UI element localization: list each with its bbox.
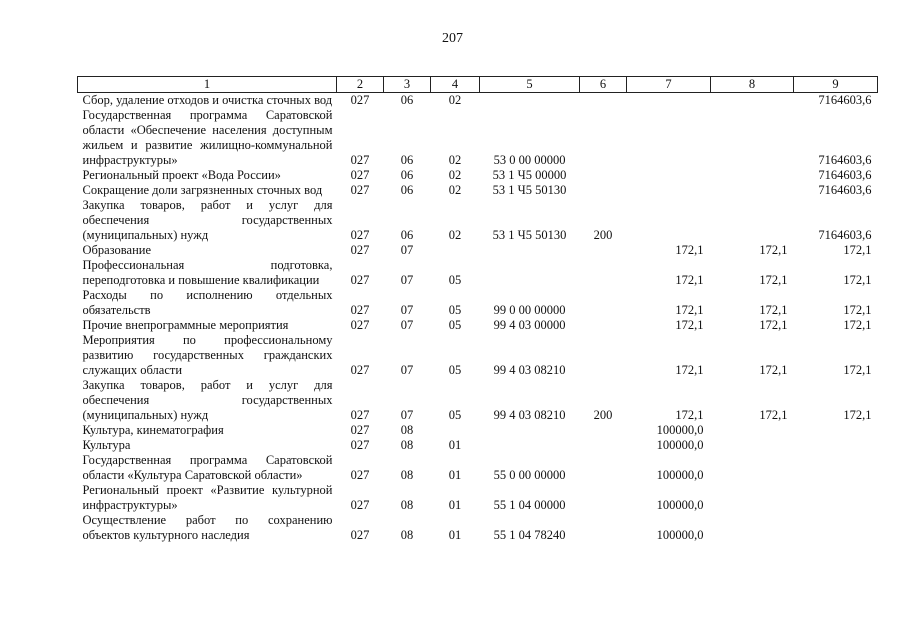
cell-c9: 7164603,6: [818, 93, 872, 107]
cell-c9: 7164603,6: [818, 153, 872, 167]
cell-c5: 53 1 Ч5 50130: [492, 228, 567, 242]
cell-c3: 07: [400, 243, 414, 257]
cell-c7: 100000,0: [656, 528, 704, 542]
row-description: Государственная программа Саратовской области «Культура Саратовской области»: [82, 453, 333, 482]
cell-c7: 172,1: [675, 363, 704, 377]
cell-c9: 172,1: [843, 303, 872, 317]
cell-c3: 08: [400, 438, 414, 452]
budget-table: [77, 76, 878, 543]
cell-c2: 027: [350, 153, 370, 167]
column-header: 7: [627, 77, 711, 93]
cell-c5: 99 4 03 08210: [493, 408, 566, 422]
cell-c7: 100000,0: [656, 498, 704, 512]
cell-c9: [794, 453, 878, 483]
table-row: [78, 258, 878, 288]
cell-c6: [580, 108, 627, 168]
cell-c6: [580, 243, 627, 258]
cell-c8: [711, 453, 794, 483]
cell-c9: 172,1: [843, 243, 872, 257]
cell-c3: 06: [400, 228, 414, 242]
cell-c4: 02: [448, 228, 462, 242]
cell-c3: 08: [400, 468, 414, 482]
cell-c2: 027: [350, 408, 370, 422]
cell-c7: 100000,0: [656, 438, 704, 452]
cell-c6: [580, 258, 627, 288]
column-header: 6: [580, 77, 627, 93]
cell-c9: 172,1: [843, 408, 872, 422]
cell-c6: [580, 453, 627, 483]
row-description: Закупка товаров, работ и услуг для обеспечения государственных (муниципальных) нужд: [82, 198, 333, 242]
cell-c9: 172,1: [843, 318, 872, 332]
cell-c8: 172,1: [759, 273, 788, 287]
cell-c2: 027: [350, 498, 370, 512]
cell-c3: 07: [400, 318, 414, 332]
cell-c6: [580, 318, 627, 333]
cell-c7: 172,1: [675, 243, 704, 257]
header-row: [78, 77, 878, 93]
column-header: 4: [431, 77, 480, 93]
cell-c4: 05: [448, 273, 462, 287]
row-description: Образование: [82, 243, 152, 257]
cell-c7: 100000,0: [656, 468, 704, 482]
table-row: [78, 108, 878, 168]
cell-c6: 200: [593, 408, 613, 422]
table-row: [78, 483, 878, 513]
cell-c2: 027: [350, 468, 370, 482]
cell-c7: [627, 93, 711, 109]
table-row: [78, 198, 878, 243]
table-row: [78, 168, 878, 183]
cell-c5: [480, 258, 580, 288]
cell-c5: 53 0 00 00000: [493, 153, 566, 167]
row-description: Сбор, удаление отходов и очистка сточных вод: [82, 93, 333, 107]
cell-c7: [627, 198, 711, 243]
cell-c5: 55 1 04 78240: [493, 528, 566, 542]
cell-c3: 08: [400, 528, 414, 542]
page-number: 207: [442, 31, 463, 46]
cell-c4: 05: [448, 318, 462, 332]
cell-c5: [480, 438, 580, 453]
cell-c5: 53 1 Ч5 50130: [492, 183, 567, 197]
cell-c2: 027: [350, 228, 370, 242]
table-row: [78, 318, 878, 333]
cell-c6: [580, 183, 627, 198]
cell-c9: 7164603,6: [818, 228, 872, 242]
table-row: [78, 333, 878, 378]
cell-c4: 02: [448, 183, 462, 197]
cell-c9: [794, 483, 878, 513]
column-header: 3: [384, 77, 431, 93]
row-description: Осуществление работ по сохранению объектов культурного наследия: [82, 513, 333, 542]
cell-c3: 08: [400, 423, 414, 437]
cell-c3: 06: [400, 153, 414, 167]
cell-c6: [580, 168, 627, 183]
table-row: [78, 243, 878, 258]
cell-c8: [711, 93, 794, 109]
column-header: 8: [711, 77, 794, 93]
cell-c5: 53 1 Ч5 00000: [492, 168, 567, 182]
cell-c5: 55 1 04 00000: [493, 498, 566, 512]
cell-c4: 01: [448, 438, 462, 452]
cell-c8: [711, 483, 794, 513]
cell-c2: 027: [350, 273, 370, 287]
row-description: Профессиональная подготовка, переподготовка и повышение квалификации: [82, 258, 333, 287]
column-header: 1: [78, 77, 337, 93]
cell-c3: 06: [400, 183, 414, 197]
column-header: 9: [794, 77, 878, 93]
cell-c2: 027: [350, 93, 370, 107]
row-description: Региональный проект «Вода России»: [82, 168, 281, 182]
cell-c4: 01: [448, 528, 462, 542]
cell-c2: 027: [350, 438, 370, 452]
table-row: [78, 513, 878, 543]
cell-c5: [480, 243, 580, 258]
cell-c7: [627, 183, 711, 198]
table-row: [78, 453, 878, 483]
cell-c8: [711, 108, 794, 168]
row-description: Расходы по исполнению отдельных обязательств: [82, 288, 333, 317]
cell-c7: 172,1: [675, 318, 704, 332]
cell-c8: [711, 438, 794, 453]
table-row: [78, 183, 878, 198]
row-description: Культура: [82, 438, 131, 452]
cell-c4: [431, 423, 480, 438]
row-description: Сокращение доли загрязненных сточных вод: [82, 183, 323, 197]
cell-c4: [431, 243, 480, 258]
cell-c4: 02: [448, 153, 462, 167]
cell-c7: 172,1: [675, 303, 704, 317]
cell-c8: 172,1: [759, 318, 788, 332]
cell-c3: 06: [400, 168, 414, 182]
table-row: [78, 93, 878, 109]
cell-c5: 99 4 03 08210: [493, 363, 566, 377]
cell-c2: 027: [350, 423, 370, 437]
cell-c3: 08: [400, 498, 414, 512]
cell-c4: 02: [448, 93, 462, 107]
cell-c4: 05: [448, 363, 462, 377]
column-header: 5: [480, 77, 580, 93]
cell-c2: 027: [350, 318, 370, 332]
cell-c8: [711, 423, 794, 438]
cell-c2: 027: [350, 363, 370, 377]
cell-c8: [711, 198, 794, 243]
cell-c7: 172,1: [675, 273, 704, 287]
cell-c3: 07: [400, 408, 414, 422]
cell-c8: [711, 168, 794, 183]
cell-c7: [627, 108, 711, 168]
cell-c7: 100000,0: [656, 423, 704, 437]
cell-c4: 05: [448, 408, 462, 422]
cell-c9: 7164603,6: [818, 168, 872, 182]
cell-c8: [711, 513, 794, 543]
cell-c9: 7164603,6: [818, 183, 872, 197]
cell-c6: [580, 93, 627, 109]
table-body: [78, 93, 878, 544]
row-description: Прочие внепрограммные мероприятия: [82, 318, 289, 332]
table-row: [78, 378, 878, 423]
cell-c8: 172,1: [759, 408, 788, 422]
table-row: [78, 288, 878, 318]
cell-c7: 172,1: [675, 408, 704, 422]
row-description: Государственная программа Саратовской области «Обеспечение населения доступным жильем и развитие жилищно-коммунальной инфраструктуры»: [82, 108, 333, 167]
row-description: Региональный проект «Развитие культурной инфраструктуры»: [82, 483, 333, 512]
cell-c7: [627, 168, 711, 183]
cell-c8: [711, 183, 794, 198]
cell-c9: [794, 423, 878, 438]
cell-c4: 05: [448, 303, 462, 317]
cell-c8: 172,1: [759, 243, 788, 257]
cell-c9: [794, 513, 878, 543]
cell-c3: 07: [400, 303, 414, 317]
cell-c9: 172,1: [843, 273, 872, 287]
cell-c6: [580, 483, 627, 513]
cell-c6: [580, 423, 627, 438]
row-description: Мероприятия по профессиональному развитию государственных гражданских служащих области: [82, 333, 333, 377]
table-row: [78, 438, 878, 453]
cell-c2: 027: [350, 303, 370, 317]
cell-c5: 99 0 00 00000: [493, 303, 566, 317]
cell-c4: 02: [448, 168, 462, 182]
cell-c6: [580, 513, 627, 543]
cell-c4: 01: [448, 468, 462, 482]
cell-c5: 99 4 03 00000: [493, 318, 566, 332]
row-description: Закупка товаров, работ и услуг для обеспечения государственных (муниципальных) нужд: [82, 378, 333, 422]
cell-c3: 07: [400, 363, 414, 377]
cell-c5: [480, 93, 580, 109]
cell-c6: [580, 438, 627, 453]
cell-c8: 172,1: [759, 303, 788, 317]
cell-c2: 027: [350, 243, 370, 257]
cell-c8: 172,1: [759, 363, 788, 377]
cell-c6: [580, 288, 627, 318]
row-description: Культура, кинематография: [82, 423, 224, 437]
cell-c9: 172,1: [843, 363, 872, 377]
cell-c2: 027: [350, 528, 370, 542]
cell-c4: 01: [448, 498, 462, 512]
cell-c5: 55 0 00 00000: [493, 468, 566, 482]
cell-c3: 06: [400, 93, 414, 107]
cell-c6: [580, 333, 627, 378]
column-header: 2: [337, 77, 384, 93]
cell-c5: [480, 423, 580, 438]
cell-c3: 07: [400, 273, 414, 287]
table-row: [78, 423, 878, 438]
cell-c2: 027: [350, 183, 370, 197]
cell-c9: [794, 438, 878, 453]
cell-c2: 027: [350, 168, 370, 182]
cell-c6: 200: [593, 228, 613, 242]
